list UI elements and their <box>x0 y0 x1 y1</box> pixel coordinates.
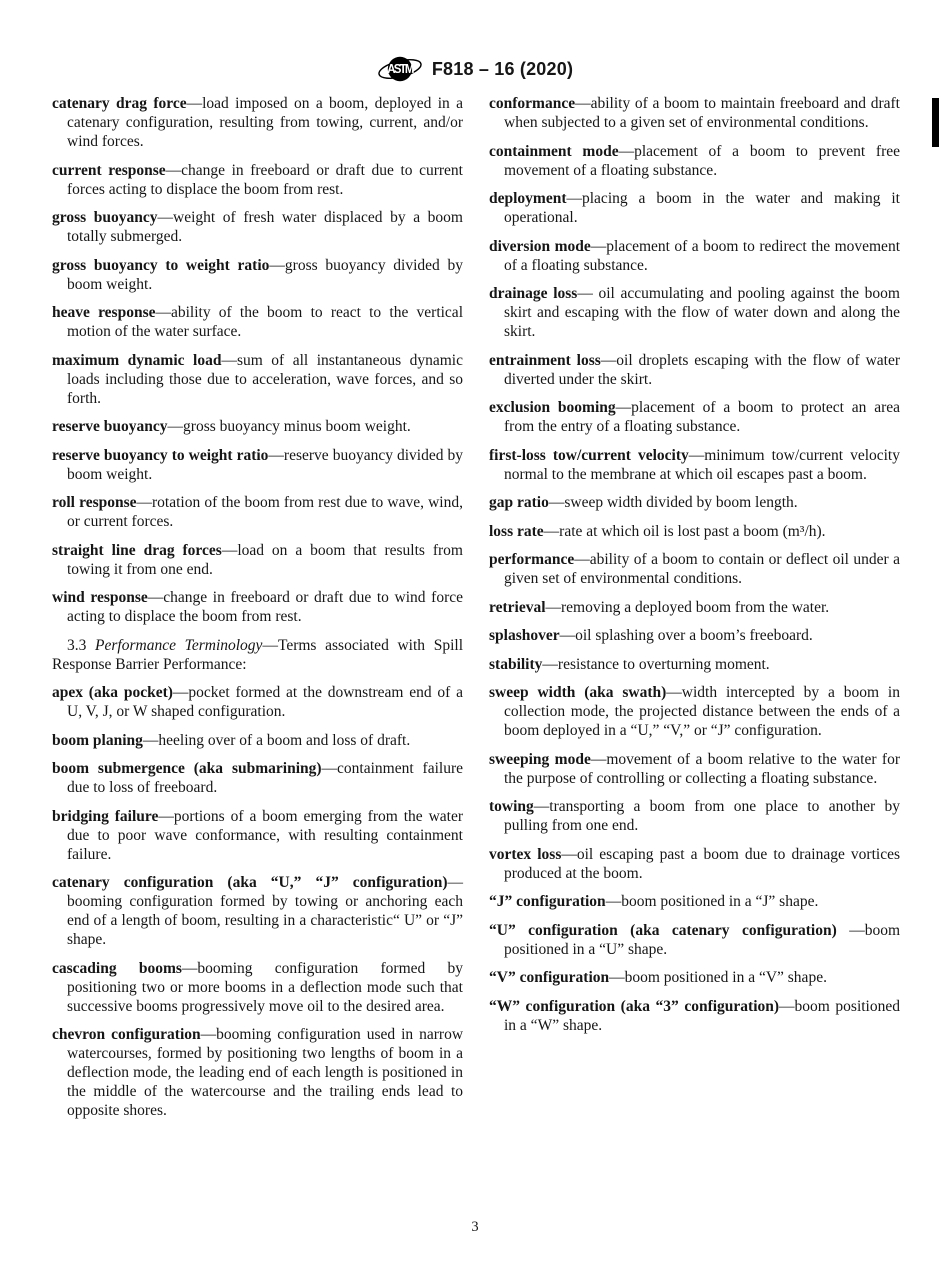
term-entry <box>489 626 900 645</box>
term: bridging failure <box>52 807 159 825</box>
term-entry <box>489 997 900 1035</box>
right-column <box>489 94 900 1130</box>
term-entry <box>52 161 463 199</box>
term-entry <box>489 845 900 883</box>
term-entry <box>52 807 463 864</box>
term-entry <box>52 588 463 626</box>
section-heading <box>52 636 463 674</box>
term: gross buoyancy <box>52 209 158 226</box>
definition: —heeling over of a boom and loss of draft. <box>142 731 411 749</box>
definition: —reserve buoyancy divided by boom weight. <box>67 446 463 483</box>
definition: —removing a deployed boom from the water. <box>545 598 830 616</box>
term-entry <box>52 417 463 436</box>
term-entry <box>489 237 900 275</box>
page-footer <box>0 1219 950 1236</box>
term-entry <box>489 522 900 541</box>
term-entry <box>489 892 900 911</box>
definition: —pocket formed at the downstream end of a U, V, J, or W shaped configuration. <box>67 684 463 720</box>
definition: —sum of all instantaneous dynamic loads including those due to acceleration, wave forces, and so forth. <box>67 351 463 407</box>
definition: —booming configuration formed by positioning two or more booms in a deflection mode such that successive booms progressively move oil to the desired area. <box>67 959 464 1015</box>
definition: —resistance to overturning moment. <box>542 655 770 673</box>
term-entry <box>52 208 463 246</box>
term: cascading booms <box>52 959 182 977</box>
term-entry <box>52 256 463 294</box>
term-entry <box>489 921 900 959</box>
term-entry <box>489 94 900 132</box>
definition: —load imposed on a boom, deployed in a catenary configuration, resulting from towing, current, and/or wind forces. <box>67 95 463 150</box>
term: diversion mode <box>489 237 591 255</box>
term: “V” configuration <box>489 969 610 986</box>
term: containment mode <box>489 142 619 160</box>
term: towing <box>489 798 534 815</box>
page-number: 3 <box>471 1219 479 1235</box>
term-entry <box>52 873 463 949</box>
definition: —booming configuration used in narrow watercourses, formed by positioning two lengths of boom in a deflection mode, the leading end of each length is positioned in the middle of the watercourse and the trailing ends lead to opposite shores. <box>67 1026 464 1119</box>
term: sweeping mode <box>489 750 591 768</box>
definition: —change in freeboard or draft due to current forces acting to displace the boom from rest. <box>67 161 463 198</box>
term-entry <box>52 541 463 579</box>
definition: —rate at which oil is lost past a boom (m³/h). <box>543 522 826 540</box>
definition: —ability of a boom to contain or deflect oil under a given set of environmental conditions. <box>504 551 900 587</box>
term: maximum dynamic load <box>52 351 222 369</box>
definition: —placing a boom in the water and making it operational. <box>504 190 900 226</box>
definition: —oil droplets escaping with the flow of water diverted under the skirt. <box>504 351 900 388</box>
term-entry <box>489 750 900 788</box>
term-entry <box>52 493 463 531</box>
term: heave response <box>52 304 156 321</box>
term: retrieval <box>489 598 546 616</box>
term: entrainment loss <box>489 351 601 369</box>
term: loss rate <box>489 522 544 540</box>
term-entry <box>52 446 463 484</box>
term-entry <box>489 142 900 180</box>
term: vortex loss <box>489 845 562 863</box>
term: drainage loss <box>489 285 578 302</box>
definition: —portions of a boom emerging from the water due to poor wave conformance, with resulting containment failure. <box>67 807 463 863</box>
term-entry <box>489 189 900 227</box>
term-entry <box>489 968 900 987</box>
term: boom submergence (aka submarining) <box>52 760 322 777</box>
definition: —ability of a boom to maintain freeboard and draft when subjected to a given set of environmental conditions. <box>504 95 900 131</box>
definition: —oil splashing over a boom’s freeboard. <box>559 627 813 644</box>
term-entry <box>489 598 900 617</box>
term: roll response <box>52 494 137 511</box>
two-column-body <box>52 94 900 1130</box>
term-entry <box>52 759 463 797</box>
definition: —boom positioned in a “J” shape. <box>605 893 819 910</box>
term: splashover <box>489 627 560 644</box>
change-bar <box>932 98 939 147</box>
definition: —placement of a boom to redirect the movement of a floating substance. <box>504 237 900 274</box>
term: sweep width (aka swath) <box>489 684 667 701</box>
definition: —minimum tow/current velocity normal to the membrane at which oil escapes past a boom. <box>504 446 900 483</box>
term-entry <box>489 284 900 341</box>
definition: —oil escaping past a boom due to drainage vortices produced at the boom. <box>504 845 900 882</box>
astm-logo-icon <box>377 51 423 87</box>
term-entry <box>489 797 900 835</box>
term: reserve buoyancy to weight ratio <box>52 446 269 464</box>
definition: —rotation of the boom from rest due to wave, wind, or current forces. <box>67 494 463 530</box>
term: chevron configuration <box>52 1026 201 1043</box>
term-entry <box>52 1025 463 1120</box>
term: current response <box>52 161 166 179</box>
definition: —gross buoyancy divided by boom weight. <box>67 256 463 293</box>
definition: —boom positioned in a “W” shape. <box>504 997 900 1034</box>
term-entry <box>489 683 900 740</box>
term: gap ratio <box>489 494 549 511</box>
term: wind response <box>52 589 148 606</box>
term: reserve buoyancy <box>52 418 168 435</box>
term: “J” configuration <box>489 893 606 910</box>
term: deployment <box>489 190 567 207</box>
term: catenary drag force <box>52 95 187 112</box>
definition: —boom positioned in a “U” shape. <box>504 921 900 958</box>
term: gross buoyancy to weight ratio <box>52 256 270 274</box>
svg-text:ASTM: ASTM <box>387 61 413 77</box>
definition: —ability of the boom to react to the vertical motion of the water surface. <box>67 304 463 340</box>
term-entry <box>489 398 900 436</box>
definition: —placement of a boom to prevent free movement of a floating substance. <box>504 142 900 179</box>
definition: —placement of a boom to protect an area from the entry of a floating substance. <box>504 399 900 435</box>
term-entry <box>489 351 900 389</box>
term: catenary configuration (aka “U,” “J” configuration) <box>52 874 448 891</box>
section-text: —Terms associated with Spill Response Barrier Performance: <box>52 636 464 673</box>
term: exclusion booming <box>489 399 616 416</box>
term: stability <box>489 655 543 673</box>
term-entry <box>52 94 463 151</box>
term-entry <box>52 959 463 1016</box>
definition: —sweep width divided by boom length. <box>548 494 798 511</box>
definition: —load on a boom that results from towing it from one end. <box>67 541 463 578</box>
term-entry <box>52 683 463 721</box>
term: straight line drag forces <box>52 541 222 559</box>
definition: —gross buoyancy minus boom weight. <box>167 418 411 435</box>
term: apex (aka pocket) <box>52 684 173 701</box>
definition: —boom positioned in a “V” shape. <box>609 969 827 986</box>
term-entry <box>52 303 463 341</box>
definition: —weight of fresh water displaced by a boom totally submerged. <box>67 209 463 245</box>
term-entry <box>489 550 900 588</box>
term-entry <box>52 351 463 408</box>
definition: —movement of a boom relative to the water for the purpose of controlling or collecting a floating substance. <box>504 750 900 787</box>
term-entry <box>52 731 463 750</box>
definition: —booming configuration formed by towing or anchoring each end of a length of boom, resulting in a characteristic“ U” or “J” shape. <box>67 874 463 948</box>
term-entry <box>489 446 900 484</box>
definition: —change in freeboard or draft due to wind force acting to displace the boom from rest. <box>67 589 463 625</box>
standard-number: F818 – 16 (2020) <box>431 58 574 79</box>
term-entry <box>489 493 900 512</box>
term: “U” configuration (aka catenary configuration) <box>489 921 850 939</box>
definition: —containment failure due to loss of freeboard. <box>67 760 463 796</box>
definition: —width intercepted by a boom in collection mode, the projected distance between the ends of a boom deployed in a “U,” “V,” or “J” configuration. <box>504 684 900 739</box>
term: “W” configuration (aka “3” configuration) <box>489 997 780 1015</box>
term: conformance <box>489 95 576 112</box>
term-entry <box>489 655 900 674</box>
definition: —transporting a boom from one place to another by pulling from one end. <box>504 798 900 834</box>
term: boom planing <box>52 731 143 749</box>
left-column <box>52 94 463 1130</box>
term: first-loss tow/current velocity <box>489 446 689 464</box>
section-number: 3.3 <box>67 636 96 654</box>
section-title: Performance Terminology <box>95 636 263 654</box>
page-header <box>0 48 950 90</box>
definition: — oil accumulating and pooling against the boom skirt and escaping with the flow of water down and along the skirt. <box>504 285 900 340</box>
term: performance <box>489 551 575 568</box>
